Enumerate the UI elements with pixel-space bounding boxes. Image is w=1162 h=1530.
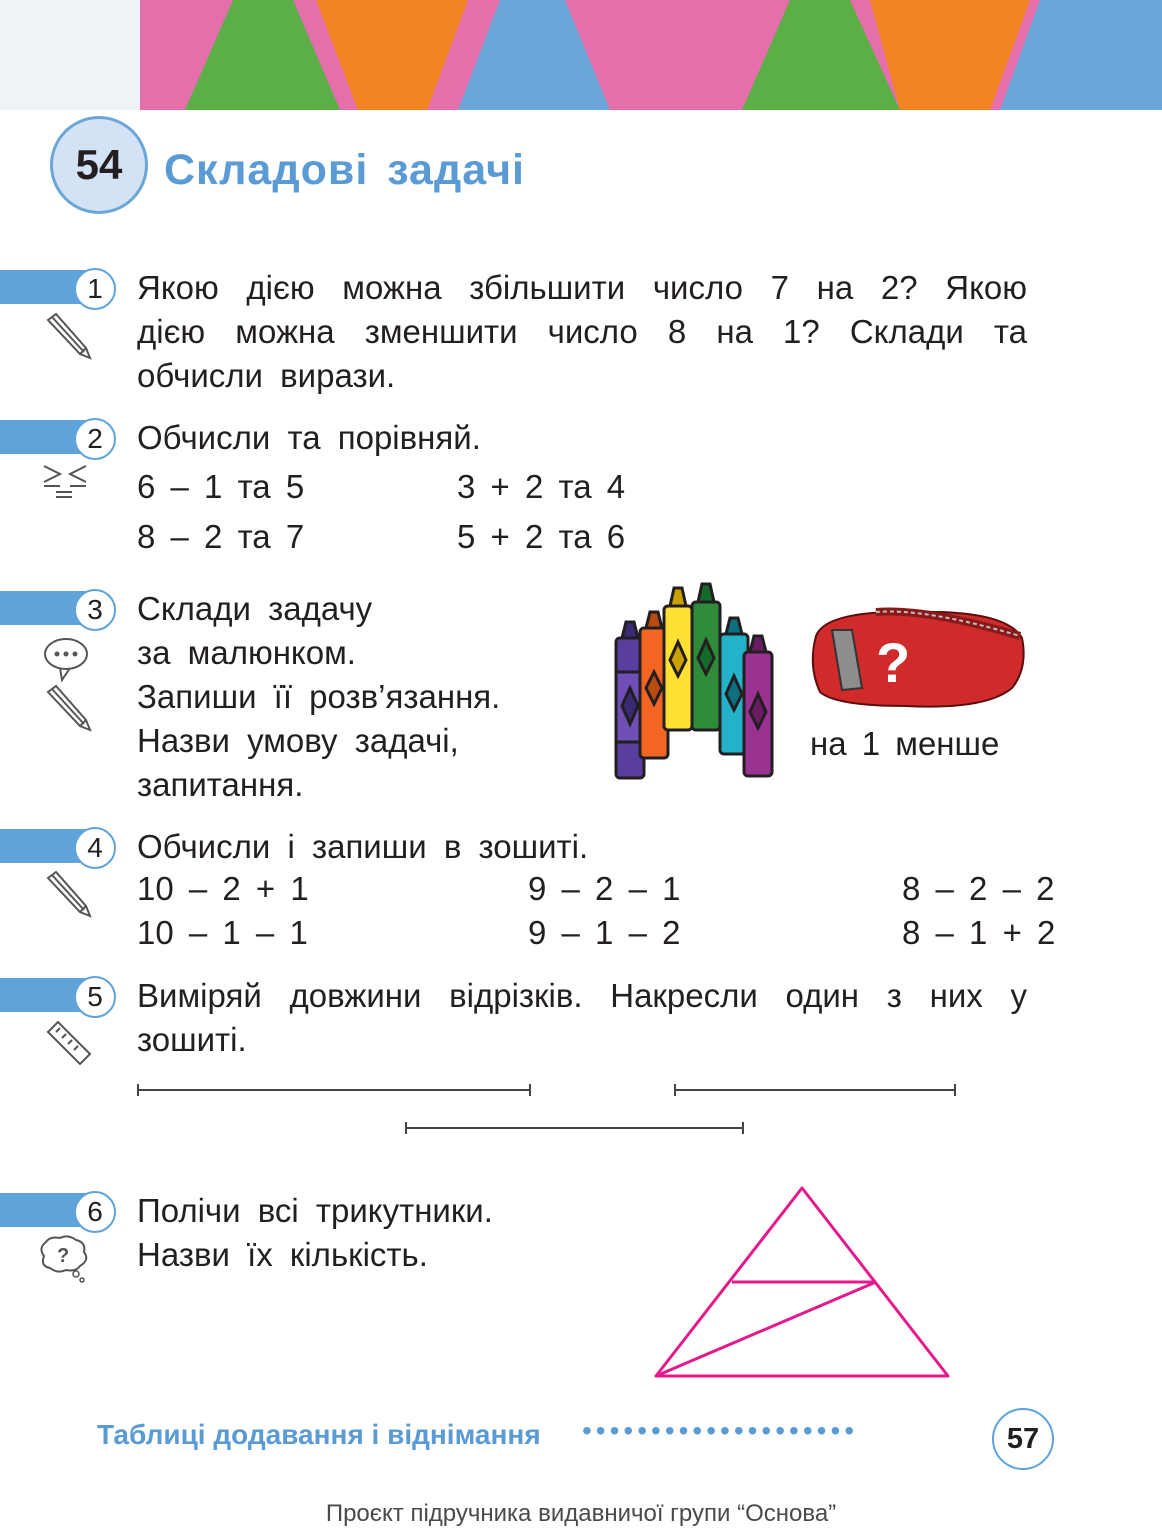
task-6-line: Полічи всі трикутники. — [137, 1192, 493, 1229]
footer-section-title: Таблиці додавання і віднімання — [97, 1419, 541, 1450]
task-5-number: 5 — [74, 976, 116, 1018]
task-4-intro: Обчисли і запиши в зошиті. — [137, 828, 589, 865]
pencil-icon — [42, 868, 94, 920]
pencil-icon — [42, 310, 94, 362]
segments-figure — [130, 1078, 970, 1138]
markers-illustration — [608, 576, 776, 784]
thinking-icon — [36, 1234, 92, 1284]
task-4-expression: 9 – 1 – 2 — [528, 914, 681, 951]
task-2-intro: Обчисли та порівняй. — [137, 419, 481, 456]
triangles-figure — [648, 1182, 958, 1382]
ruler-icon — [44, 1018, 94, 1068]
task-3-number: 3 — [74, 589, 116, 631]
pencil-case-caption: на 1 менше — [810, 725, 1000, 762]
task-6-number: 6 — [74, 1191, 116, 1233]
task-3-line: Назви умову задачі, — [137, 722, 459, 759]
task-4-expression: 8 – 2 – 2 — [902, 870, 1055, 907]
task-4-number: 4 — [74, 827, 116, 869]
task-2-expression: 8 – 2 та 7 — [137, 518, 305, 555]
task-6-line: Назви їх кількість. — [137, 1236, 428, 1273]
publisher-credit: Проєкт підручника видавничої групи “Основа” — [325, 1500, 837, 1527]
task-4-expression: 9 – 2 – 1 — [528, 870, 681, 907]
pencil-icon — [42, 682, 94, 734]
task-4-expression: 10 – 2 + 1 — [137, 870, 309, 907]
lesson-title: Складові задачі — [164, 146, 525, 194]
task-1-text: Якою дією можна збільшити число 7 на 2? Якою дією можна зменшити число 8 на 1? Склади та обчисли вирази. — [137, 269, 1027, 394]
speech-bubble-icon — [42, 634, 92, 684]
task-2-expression: 6 – 1 та 5 — [137, 468, 305, 505]
task-2-expression: 3 + 2 та 4 — [457, 468, 626, 505]
task-2-expression: 5 + 2 та 6 — [457, 518, 626, 555]
task-3-line: Запиши її розв’язання. — [137, 678, 501, 715]
lesson-number: 54 — [50, 116, 148, 214]
footer-dots: •••••••••••••••••••• — [582, 1415, 859, 1446]
task-5-text: Виміряй довжини відрізків. Накресли один з них у зошиті. — [137, 977, 1027, 1058]
task-2-number: 2 — [74, 418, 116, 460]
top-banner — [0, 0, 1162, 110]
pencil-case-question-mark: ? — [876, 631, 911, 694]
task-4-expression: 10 – 1 – 1 — [137, 914, 308, 951]
compare-icon — [42, 462, 90, 502]
task-3-line: Склади задачу — [137, 590, 373, 627]
task-3-line: запитання. — [137, 766, 304, 803]
page-number: 57 — [992, 1408, 1054, 1470]
task-3-line: за малюнком. — [137, 634, 356, 671]
task-1-number: 1 — [74, 268, 116, 310]
pencil-case-illustration — [806, 606, 1030, 716]
task-4-expression: 8 – 1 + 2 — [902, 914, 1056, 951]
svg-text:?: ? — [57, 1245, 70, 1267]
